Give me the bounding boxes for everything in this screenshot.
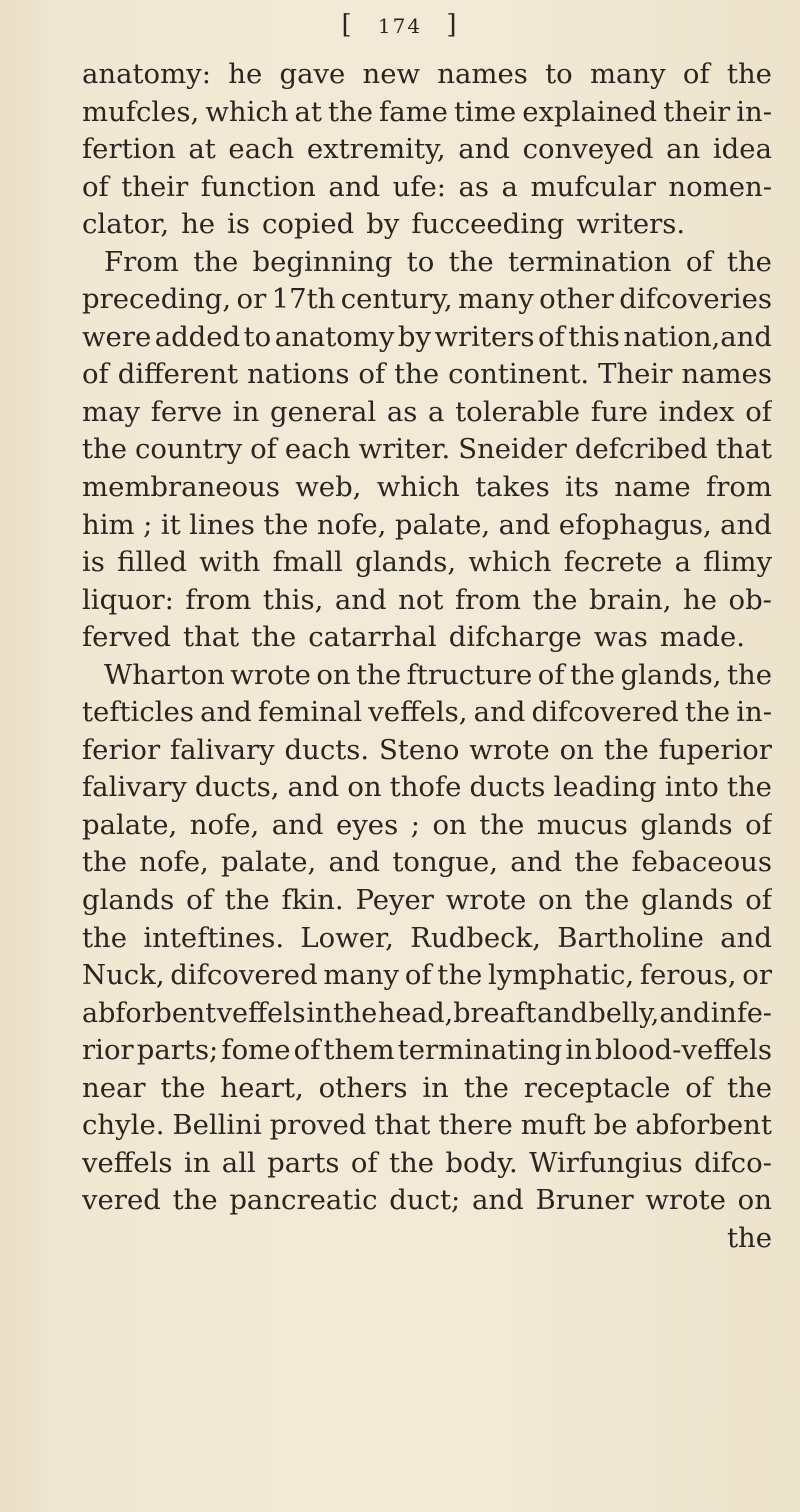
word: wrote [445,884,527,917]
word: he [682,583,717,616]
word: or [236,283,267,316]
word: Peyer [355,884,434,917]
word: a [674,546,691,579]
word: mufcular [530,170,656,203]
word: them [323,1034,395,1067]
word: Lower, [300,921,394,954]
word: nofe, [316,508,387,541]
word: fecrete [563,546,663,579]
word: proved [269,1109,367,1142]
word: into [664,771,719,804]
word: an [666,133,701,166]
word: time [453,95,517,128]
word: duct; [389,1184,461,1217]
word: function [200,170,316,203]
word: names [437,58,528,90]
word: the [160,1071,206,1104]
word: the [726,658,772,691]
word: of [186,884,213,917]
word: ducts, [194,771,280,804]
word: on [559,733,594,766]
word: as [386,395,418,428]
word: that [183,621,240,654]
word: Bruner [535,1184,634,1217]
word: head,breaft [377,997,537,1029]
word: the [327,95,374,128]
word: of [745,808,772,841]
word: this, [262,583,324,616]
word: from [706,471,772,504]
word: Bellini [172,1109,262,1142]
word: fure [590,395,648,428]
word: ferior [82,733,161,766]
word: parts [267,1146,340,1179]
word: this [568,320,620,353]
word: the [388,1146,435,1179]
word: defcribed [574,433,708,466]
word: tongue, [392,846,499,879]
word: muft [520,1109,586,1142]
word: From [104,245,179,278]
word: may [82,395,141,428]
word: Wirfungius [529,1146,683,1179]
word: different [117,358,239,391]
word: liquor: [82,583,174,616]
word: and [537,997,588,1029]
word: on [737,1184,772,1217]
word: clator, [82,208,170,241]
word: ferous, [639,959,737,992]
text-line [82,1032,772,1070]
word: anatomy [274,320,395,353]
word: near [82,1071,146,1104]
word: be [593,1109,628,1142]
word: Their [598,358,673,391]
word: to [243,320,272,353]
word: takes [475,471,550,504]
word: receptacle [523,1071,671,1104]
word: at [188,133,216,166]
word: body. [445,1146,518,1179]
word: fertion [82,133,176,166]
word: ftructure [406,658,533,691]
word: nofe, [139,846,209,879]
word: general [269,395,377,428]
word: mucus [536,808,628,841]
word: abforbent [82,997,217,1029]
text-line [82,957,772,995]
text-line [82,319,772,357]
word: the [479,808,525,841]
word: there [438,1109,513,1142]
word: the [172,1184,218,1217]
word: is [227,208,250,241]
word: the [726,245,772,278]
word: and [720,508,772,541]
word: efophagus, [558,508,712,541]
word: and [472,1184,524,1217]
text-line [82,56,772,94]
text-line [82,431,772,469]
word: belly,and [588,997,711,1029]
word: fucceeding [411,208,565,241]
text-line [82,244,772,282]
word: its [564,471,599,504]
word: anatomy: [82,58,211,90]
word: the [574,846,620,879]
word: all [221,1146,256,1179]
word: of [685,245,713,278]
word: writers. [576,208,686,241]
page-header [0,0,800,41]
word: infe- [710,997,772,1029]
word: many [323,959,400,992]
word: by [366,208,400,241]
word: and [287,771,340,804]
word: and [720,921,772,954]
word: flimy [703,546,772,579]
word: as [458,170,490,203]
word: abforbent [635,1109,772,1142]
word: was [593,621,648,654]
word: of [350,1146,378,1179]
word: that [374,1109,431,1142]
word: continent. [448,358,590,391]
word: difcovered [531,696,679,729]
word: a [501,170,518,203]
word: brain, [589,583,672,616]
body-text [82,56,772,1258]
word: the [685,696,731,729]
text-line [82,995,772,1033]
word: fuperior [658,733,772,766]
word: the [437,959,483,992]
word: writer. [358,433,451,466]
word: beginning [252,245,393,278]
word: many [589,58,666,90]
word: catarrhal [308,621,437,654]
word: copied [262,208,355,241]
word: which [376,471,460,504]
word: the [726,58,772,90]
word: conveyed [522,133,654,166]
word: each [284,433,351,466]
text-line [82,619,772,657]
word: of [538,320,565,353]
word: veffels [216,997,306,1029]
word: the [82,921,128,954]
word: the [356,658,402,691]
word: ; [143,508,153,541]
word: of [745,884,772,917]
text-line [82,169,772,207]
word: the [394,358,440,391]
text-line [82,882,772,920]
word: the [263,508,309,541]
word: palate, [82,808,178,841]
text-line [82,1107,772,1145]
word: falivary [82,771,187,804]
word: gave [279,58,346,90]
word: wrote [469,733,550,766]
word: of [685,1071,713,1104]
word: in- [736,95,772,128]
page-number: 174 [377,14,423,38]
word: preceding, [82,283,232,316]
word: in [183,1146,211,1179]
word: ; [410,808,420,841]
word: were [82,320,152,353]
word: glands [82,884,175,917]
text-line [82,694,772,732]
word: in [232,395,260,428]
word: rior [82,1034,134,1067]
word: nation,and [623,320,772,353]
word: terminating [397,1034,563,1067]
word: fmall [272,546,343,579]
word: blood-veffels [595,1034,772,1067]
word: glands [640,808,733,841]
word: on [347,771,382,804]
word: new [362,58,421,90]
word: Sneider [458,433,567,466]
text-line [82,94,772,132]
word: of [82,170,109,203]
word: nofe, [189,808,260,841]
word: veffels [82,1146,173,1179]
word: tefticles [82,696,194,729]
header-bracket-left: [ [341,10,354,40]
word: he [228,58,263,90]
word: from [454,583,521,616]
text-line [82,356,772,394]
word: filled [117,546,187,579]
word: the [224,884,270,917]
word: the [448,245,494,278]
word: glands [641,884,734,917]
text-line [82,732,772,770]
word: it [160,508,181,541]
word: which [205,95,289,128]
text-line [82,1145,772,1183]
word: and [473,696,526,729]
word: ufe: [392,170,447,203]
word: lines [189,508,255,541]
word: of [537,658,565,691]
header-bracket-right: ] [446,10,459,40]
word: fkin. [281,884,344,917]
word: difcovered [170,959,318,992]
word: wrote [645,1184,726,1217]
word: other [539,283,614,316]
word: in [306,997,333,1029]
word: their [121,170,189,203]
word: that [715,433,772,466]
word: on [432,808,467,841]
text-line [82,469,772,507]
text-line [82,769,772,807]
word: ob- [728,583,772,616]
word: parts; [136,1034,219,1067]
word: the [569,658,616,691]
word: a [428,395,445,428]
word: of [293,1034,321,1067]
word: in [565,1034,592,1067]
word: idea [712,133,772,166]
word: in [422,1071,449,1104]
word: which [468,546,552,579]
word: febaceous [631,846,772,879]
text-line [82,844,772,882]
word: extremity, [306,133,446,166]
word: Bartholine [557,921,704,954]
word: the [463,1071,509,1104]
word: web, [295,471,362,504]
word: their [663,95,731,128]
word: the [251,621,297,654]
word: each [228,133,295,166]
word: the [726,771,772,804]
word: index [658,395,735,428]
word: inteftines. [143,921,285,954]
word: the [82,846,128,879]
word: difco- [694,1146,772,1179]
word: of [82,358,109,391]
word: of [745,395,772,428]
word: nations [247,358,350,391]
word: mufcles, [82,95,200,128]
word: pancreatic [229,1184,378,1217]
word: with [199,546,261,579]
word: and [200,696,252,729]
word: on [316,658,351,691]
word: Steno [378,733,460,766]
word: vered [82,1184,161,1217]
word: leading [553,771,657,804]
word: in- [736,696,772,729]
word: writers [434,320,535,353]
word: feminal [257,696,363,729]
word: on [538,884,573,917]
text-line [82,582,772,620]
word: the [726,1071,772,1104]
word: the [333,997,378,1029]
word: many [458,283,534,316]
word: century, [340,283,453,316]
word: others [318,1071,408,1104]
word: is [82,546,105,579]
word: ferve [150,395,223,428]
text-line [82,131,772,169]
word: names [681,358,772,391]
word: from [185,583,252,616]
text-line [82,657,772,695]
word: palate, [394,508,491,541]
word: made. [659,621,745,654]
word: and [458,133,510,166]
text-line [82,807,772,845]
word: membraneous [82,471,280,504]
word: added [154,320,241,353]
word: 17th [271,283,336,316]
word: ferved [82,621,172,654]
word: he [181,208,216,241]
word: the [603,733,649,766]
word: name [614,471,691,504]
word: glands, [620,658,722,691]
word: Wharton [104,658,225,691]
word: Rudbeck, [410,921,541,954]
word: the [532,583,578,616]
text-line [82,544,772,582]
word: falivary [169,733,275,766]
word: lymphatic, [488,959,635,992]
word: ducts [469,771,546,804]
text-line [82,394,772,432]
word: and [328,170,381,203]
word: wrote [230,658,311,691]
word: termination [507,245,672,278]
word: the [193,245,239,278]
word: and [498,508,551,541]
word: difcharge [448,621,582,654]
word: of [404,959,432,992]
word: of [358,358,386,391]
word: the [82,433,128,466]
word: and [271,808,324,841]
word: not [398,583,444,616]
word: of [250,433,277,466]
word: at [294,95,322,128]
text-line [82,206,772,244]
word: the [584,884,630,917]
word: eyes [336,808,399,841]
word: by [397,320,432,353]
word: and [328,846,381,879]
word: him [82,508,135,541]
word: nomen- [668,170,772,203]
word: tolerable [455,395,581,428]
word: chyle. [82,1109,165,1142]
word: to [545,58,573,90]
word: fame [379,95,448,128]
word: to [406,245,435,278]
word: glands, [355,546,457,579]
word: of [682,58,710,90]
word: fome [221,1034,291,1067]
text-line [82,1070,772,1108]
text-line [82,920,772,958]
text-line [82,507,772,545]
word: country [135,433,243,466]
text-line [82,1182,772,1220]
text-line [82,281,772,319]
catchword: the [726,1221,772,1254]
word: Nuck, [82,959,165,992]
word: and [510,846,562,879]
word: explained [522,95,658,128]
word: thofe [389,771,462,804]
word: or [742,959,772,992]
word: heart, [220,1071,304,1104]
word: palate, [220,846,317,879]
word: ducts. [284,733,370,766]
word: veffels, [368,696,468,729]
word: and [334,583,387,616]
word: difcoveries [619,283,772,316]
